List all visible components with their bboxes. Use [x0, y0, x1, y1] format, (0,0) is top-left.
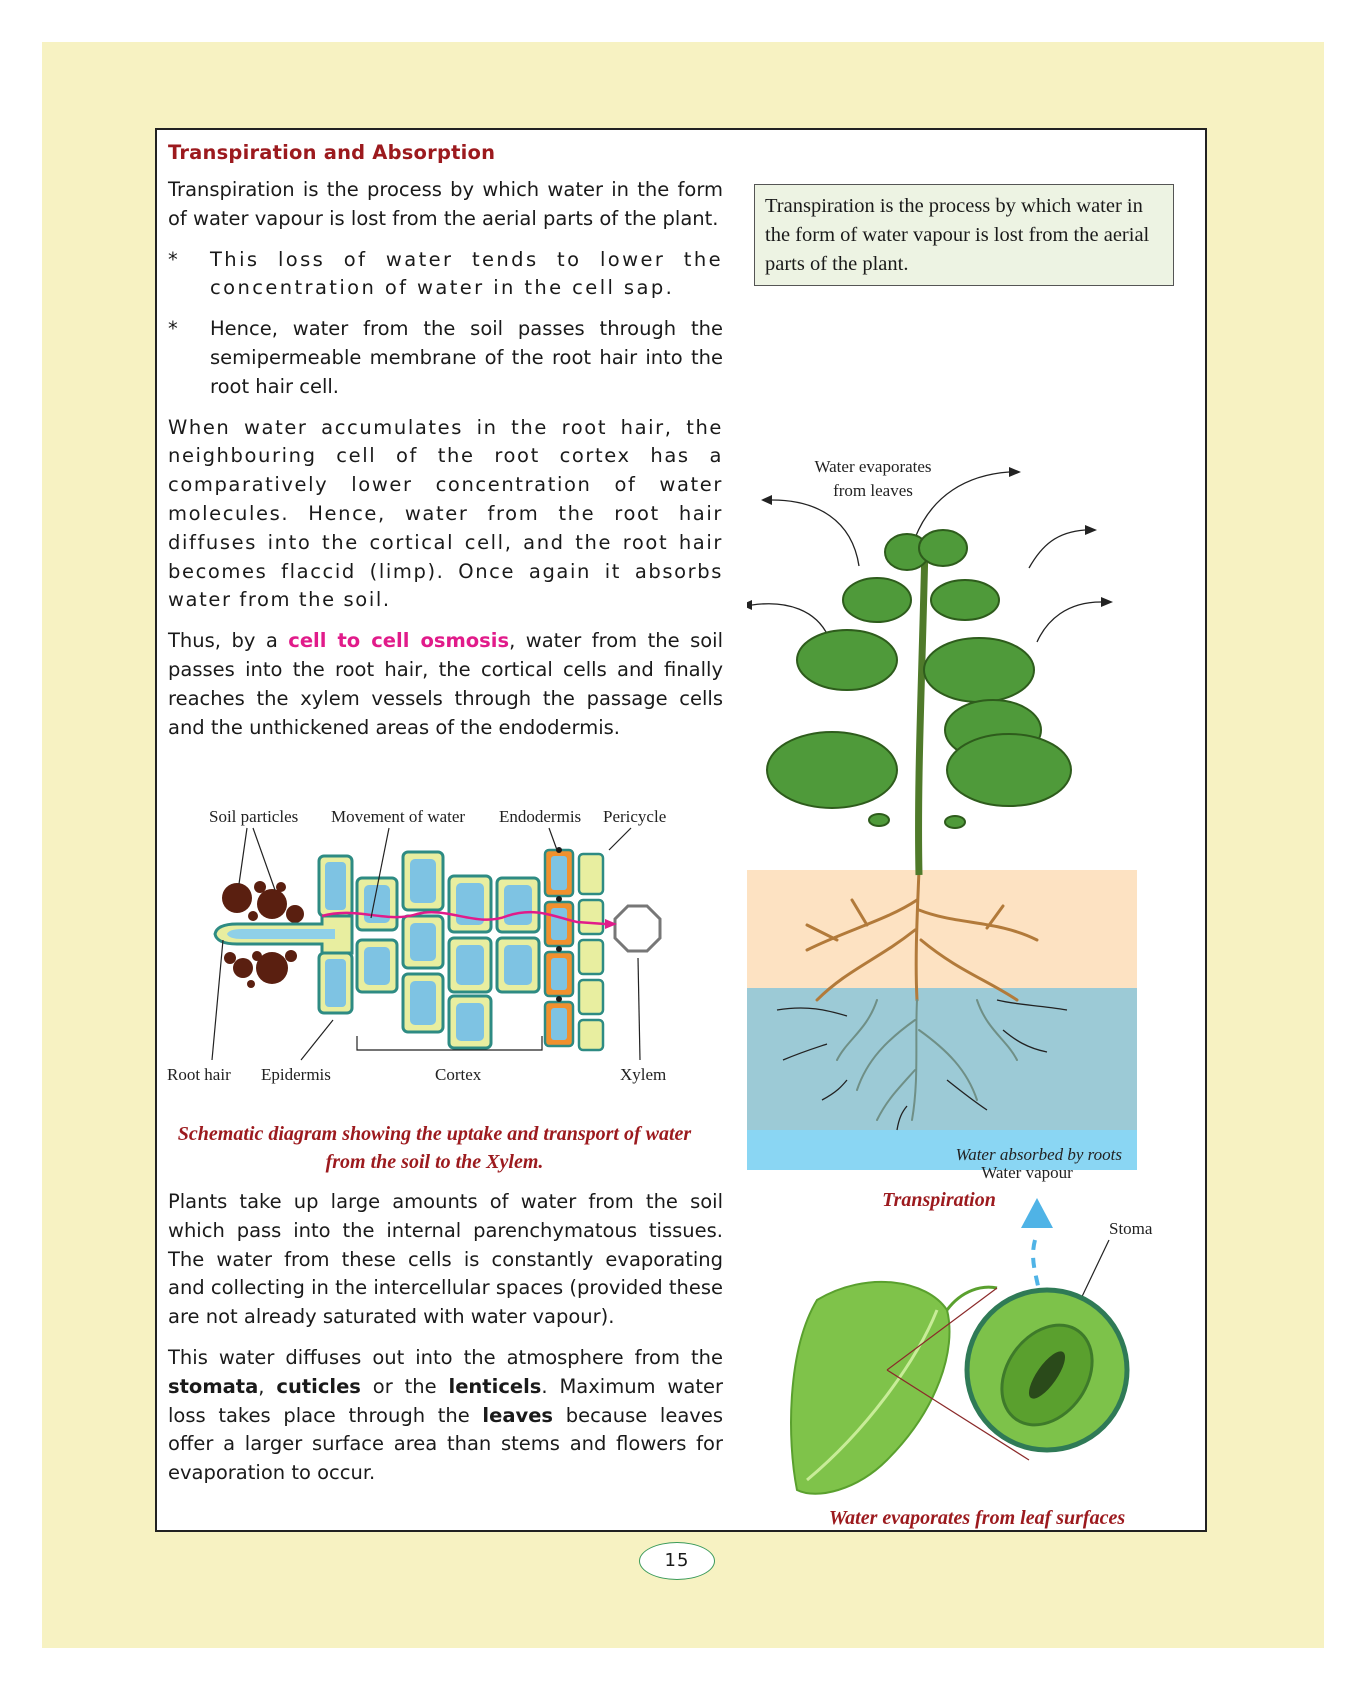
root-uptake-diagram — [157, 798, 712, 1108]
label-stoma: Stoma — [1109, 1219, 1153, 1238]
lower-text-column — [168, 1188, 723, 1488]
diffusion-text: or the — [360, 1374, 449, 1398]
label-from-leaves: from leaves — [833, 481, 913, 500]
xylem-vessel — [615, 906, 660, 951]
diffusion-text: because leaves offer a larger surface area than stems and flowers for evaporation to occur. — [168, 1403, 723, 1485]
label-water-absorbed: Water absorbed by roots — [955, 1145, 1122, 1164]
wet-soil-layer — [747, 988, 1137, 1130]
content-frame — [155, 128, 1207, 1532]
bullet-text: Hence, water from the soil passes through the semipermeable membrane of the root hair into the root hair cell. — [210, 317, 723, 398]
label-pericycle: Pericycle — [603, 807, 667, 826]
osmosis-text-after: , water from the soil passes into the root hair, the cortical cells and finally reaches the xylem vessels through the passage cells and the unthickened areas of the endodermis. — [168, 629, 724, 739]
pericycle-cells — [579, 854, 603, 1050]
plant-stem — [919, 545, 925, 875]
term-cuticles: cuticles — [276, 1374, 361, 1398]
leaf-figure-caption: Water evaporates from leaf surfaces — [828, 1507, 1126, 1529]
term-lenticels: lenticels — [448, 1374, 542, 1398]
bullet-marker: * — [168, 317, 178, 341]
vapour-arrow-icon — [1021, 1198, 1053, 1228]
diffusion-text: , — [258, 1374, 277, 1398]
diffusion-text: This water diffuses out into the atmosphere from the — [168, 1345, 723, 1369]
root-diagram-caption: Schematic diagram showing the uptake and transport of water from the soil to the Xylem. — [177, 1123, 692, 1173]
label-xylem: Xylem — [620, 1065, 667, 1084]
diffusion-paragraph — [168, 1344, 723, 1488]
label-root-hair: Root hair — [167, 1065, 231, 1084]
intro-paragraph: Transpiration is the process by which water in the form of water vapour is lost from the aerial parts of the plant. — [168, 178, 723, 230]
page-number: 15 — [639, 1542, 715, 1580]
definition-box: Transpiration is the process by which water in the form of water vapour is lost from the aerial parts of the plant. — [754, 184, 1174, 286]
transpiration-caption: Transpiration — [882, 1189, 996, 1211]
osmosis-highlight: cell to cell osmosis — [288, 629, 510, 653]
bullet-marker: * — [168, 247, 178, 271]
label-epidermis: Epidermis — [261, 1065, 331, 1084]
term-leaves: leaves — [482, 1403, 554, 1427]
transpiration-figure — [747, 300, 1187, 1220]
osmosis-paragraph — [168, 627, 723, 742]
diffusion-text: . Maximum water loss takes place through the — [168, 1374, 723, 1427]
text-column — [168, 130, 723, 742]
accumulation-paragraph: When water accumulates in the root hair, the neighbouring cell of the root cortex has a comparatively lower concentration of water molecules. Hence, water from the root hair diffuses into the cortical cell, and the root hair becomes flaccid (limp). Once again it absorbs water from the soil. — [168, 415, 723, 612]
bullet-item — [168, 315, 723, 401]
term-stomata: stomata — [168, 1374, 259, 1398]
label-soil-particles: Soil particles — [209, 807, 299, 826]
bullet-item — [168, 246, 723, 304]
uptake-paragraph: Plants take up large amounts of water from the soil which pass into the internal parenchymatous tissues. The water from these cells is constantly evaporating and collecting in the intercellular spaces (provided these are not already saturated with water vapour). — [168, 1190, 723, 1329]
bullet-text: This loss of water tends to lower the concentration of water in the cell sap. — [210, 247, 723, 300]
label-water-vapour: Water vapour — [981, 1163, 1073, 1182]
osmosis-text-before: Thus, by a — [168, 629, 289, 653]
label-movement-of-water: Movement of water — [331, 807, 466, 826]
label-water-evaporates: Water evaporates — [814, 457, 932, 476]
label-endodermis: Endodermis — [499, 807, 582, 826]
leaf-icon — [791, 1282, 949, 1494]
dry-soil-layer — [747, 870, 1137, 988]
label-cortex: Cortex — [435, 1065, 482, 1084]
section-title: Transpiration and Absorption — [168, 141, 496, 164]
leaf-evaporation-figure — [747, 1160, 1197, 1530]
